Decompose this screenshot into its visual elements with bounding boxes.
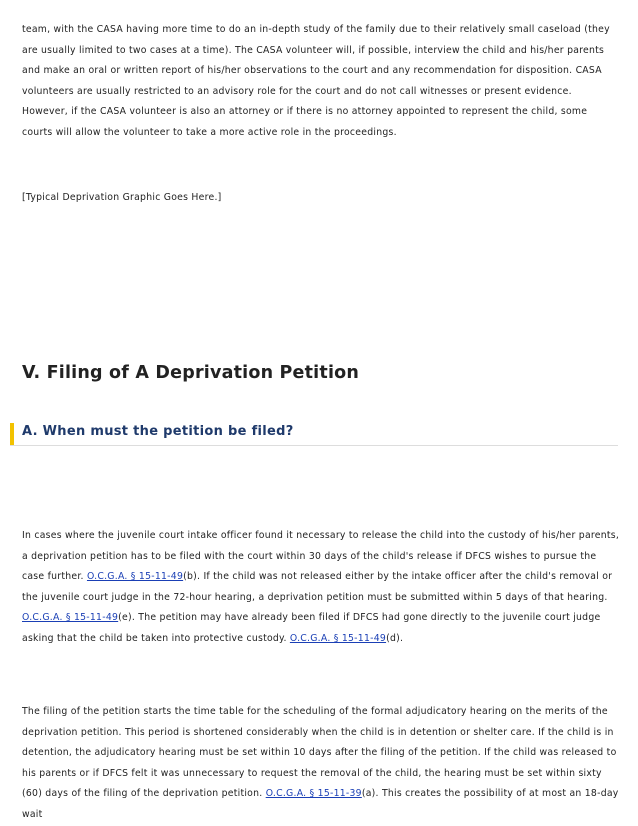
heading-accent-bar [10, 423, 14, 445]
hearing-timetable-paragraph [22, 702, 620, 825]
section-heading: V. Filing of A Deprivation Petition [22, 363, 360, 383]
filing-deadline-paragraph [22, 526, 620, 649]
paragraph-text: (a). This creates the possibility of at most an 18-day wait [22, 788, 619, 820]
statute-link[interactable]: O.C.G.A. § 15-11-49 [22, 612, 119, 623]
subsection-heading-block [10, 423, 618, 446]
paragraph-text: (b). If the child was not released either by the intake officer after the child's removal or the juvenile court judge in the 72-hour hearing, a deprivation petition must be submitted within 5 days of that hearing. [22, 571, 613, 603]
graphic-placeholder: [Typical Deprivation Graphic Goes Here.] [22, 192, 222, 203]
intro-paragraph: team, with the CASA having more time to do an in-depth study of the family due to their relatively small caseload (they are usually limited to two cases at a time). The CASA volunteer will, if possible, interview the child and his/her parents and make an oral or written report of his/her observations to the court and any recommendation for disposition. CASA volunteers are usually restricted to an advisory role for the court and do not call witnesses or present evidence. However, if the CASA volunteer is also an attorney or if there is no attorney appointed to represent the child, some courts will allow the volunteer to take a more active role in the proceedings. [22, 24, 610, 138]
statute-link[interactable]: O.C.G.A. § 15-11-39 [265, 788, 362, 799]
paragraph-text: In cases where the juvenile court intake officer found it necessary to release the child into the custody of his/her parents, a deprivation petition has to be filed with the court within 30 days of the child's release if DFCS wishes to pursue the case further. [22, 530, 620, 582]
subsection-heading: A. When must the petition be filed? [22, 424, 294, 439]
statute-link[interactable]: O.C.G.A. § 15-11-49 [86, 571, 184, 582]
paragraph-text: (d). [386, 632, 404, 644]
paragraph-text: The filing of the petition starts the time table for the scheduling of the formal adjudicatory hearing on the merits of the deprivation petition. This period is shortened considerably when the child is in detention or shelter care. If the child is in detention, the adjudicatory hearing must be set within 10 days after the filing of the petition. If the child was released to his parents or if DFCS felt it was unnecessary to request the removal of the child, the hearing must be set within sixty (60) days of the filing of the deprivation petition. [22, 706, 617, 799]
paragraph-text: (e). The petition may have already been filed if DFCS had gone directly to the juvenile court judge asking that the child be taken into protective custody. [22, 612, 601, 644]
statute-link[interactable]: O.C.G.A. § 15-11-49 [289, 632, 387, 644]
